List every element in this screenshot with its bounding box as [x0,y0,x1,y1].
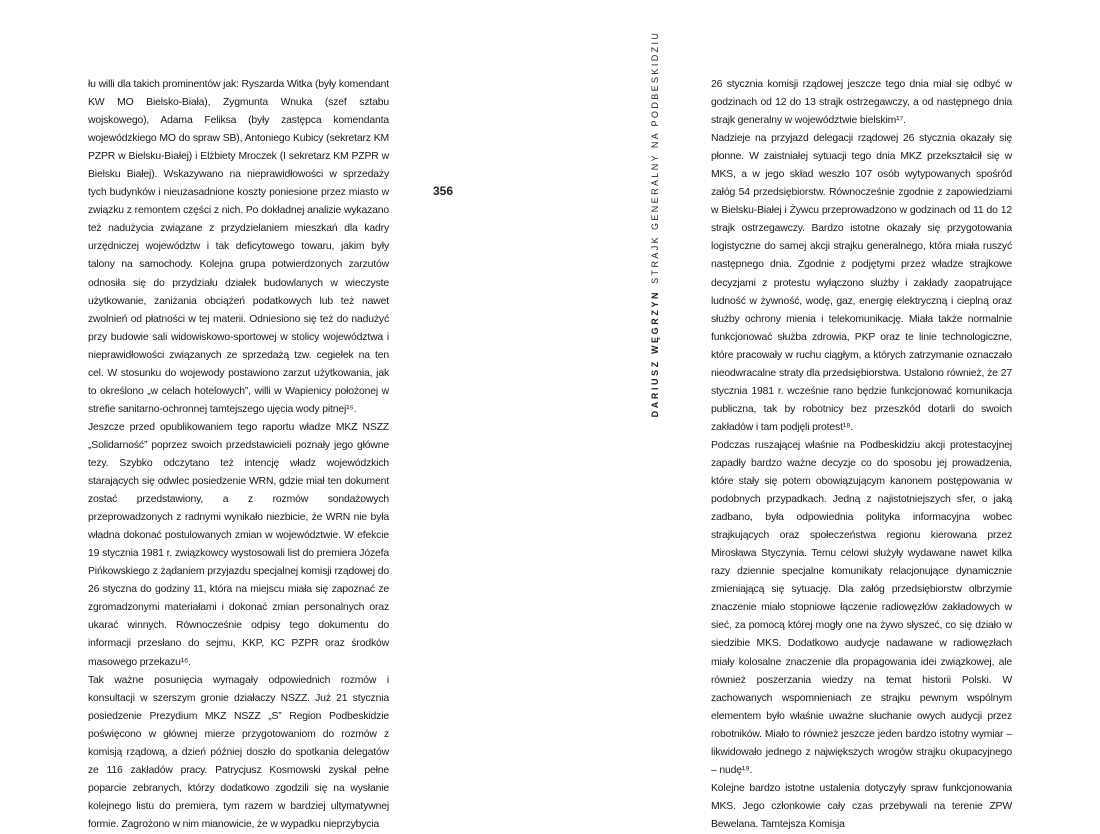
paragraph: Nadzieje na przyjazd delegacji rządowej 26 stycznia okazały się płonne. W zaistniałej sytuacji tego dnia MKZ przekształcił się w MKS, a w jego skład weszło 107 osób wytypowanych spośród załóg 54 przedsiębiorstw. Równocześnie zgodnie z zapowiedziami w Bielsku-Białej i Żywcu przeprowadzono w godzinach od 11 do 12 strajk ostrzegawczy. Bardzo istotne okazały się przygotowania logistyczne do samej akcji strajku generalnego, która miała ruszyć następnego dnia. Zgodnie z podjętymi przez władze strajkowe decyzjami z protestu wyłączono służby i zakłady zaopatrujące ludność w żywność, wodę, gaz, energię elektryczną i cieplną oraz służby ochrony mienia i telekomunikację. Miała także normalnie funkcjonować służba zdrowia, PKP oraz te linie technologiczne, które pracowały w ruchu ciągłym, a których zatrzymanie oznaczało nieodwracalne straty dla przedsiębiorstwa. Ustalono również, że 27 stycznia 1981 r. wcześnie rano będzie funkcjonować komunikacja publiczna, tak by robotnicy bez przeszkód dotarli do swoich zakładów i tam podjęli protest¹⁸. [711,133,1012,433]
running-head [650,31,660,418]
paragraph: Kolejne bardzo istotne ustalenia dotyczyły spraw funkcjonowania MKS. Jego członkowie cały czas przebywali na terenie ZPW Bewelana. Tamtejsza Komisja [711,782,1012,830]
paragraph: Jeszcze przed opublikowaniem tego raportu władze MKZ NSZZ „Solidarność” poprzez swoich przedstawicieli poznały jego główne tezy. Szybko odczytano też intencję władz wojewódzkich starających się odwlec posiedzenie WRN, gdzie miał ten dokument zostać przedstawiony, a z rozmów sondażowych przeprowadzonych z radnymi wynikało niezbicie, że WRN nie była władna dokonać postulowanych zmian w województwie. W efekcie 19 stycznia 1981 r. związkowcy wystosowali list do premiera Józefa Pińkowskiego z żądaniem przyjazdu specjalnej komisji rządowej do 26 styczna do godziny 11, która na miejscu miała się zapoznać ze zgromadzonymi materiałami i dokonać zmian personalnych oraz ukarać winnych. Równocześnie odpisy tego dokumentu do informacji przesłano do sejmu, KKP, KC PZPR oraz środków masowego przekazu¹⁶. [88,421,389,668]
page-number: 356 [433,184,454,198]
running-head-author: DARIUSZ WĘGRZYN [650,289,660,418]
paragraph: łu willi dla takich prominentów jak: Ryszarda Witka (były komendant KW MO Bielsko-Biała), Zygmunta Wnuka (szef sztabu wojskowego), Adama Feliksa (były zastępca komendanta wojewódzkiego MO do spraw SB), Antoniego Kubicy (sekretarz KM PZPR w Bielsku-Białej) i Elżbiety Mroczek (I sekretarz KM PZPR w Bielsku Białej). Wskazywano na nieprawidłowości w sprzedaży tych budynków i nieuzasadnione koszty poniesione przez miasto w związku z remontem części z nich. Po dokładnej analizie wykazano też nadużycia związane z przydzielaniem mieszkań dla kadry urzędniczej województw i tak deficytowego towaru, jakim były talony na samochody. Kolejna grupa potwierdzonych zarzutów odnosiła się do przydziału działek budowlanych w wieczyste użytkowanie, zaniżania obciążeń podatkowych lub też nawet zwolnień od płatności w tej materii. Odniesiono się też do nadużyć przy budowie sali widowiskowo-sportowej w stolicy województwa i nieprawidłowości związanych ze sprzedażą tzw. cegiełek na ten cel. W stosunku do wojewody postawiono zarzut użytkowania, jak to określono „w celach hotelowych”, willi w Wapienicy położonej w strefie sanitarno-ochronnej tamtejszego ujęcia wody pitnej¹⁵. [88,79,389,415]
paragraph: 26 stycznia komisji rządowej jeszcze tego dnia miał się odbyć w godzinach od 12 do 13 strajk ostrzegawczy, a od następnego dnia strajk generalny w województwie bielskim¹⁷. [711,79,1012,127]
right-page-text-column [711,76,1012,834]
paragraph: Tak ważne posunięcia wymagały odpowiednich rozmów i konsultacji w szerszym gronie działaczy NSZZ. Już 21 stycznia posiedzenie Prezydium MKZ NSZZ „S” Region Podbeskidzie poświęcono w głównej mierze przygotowaniom do rozmów z komisją rządową, a dzień później doszło do spotkania delegatów ze 116 zakładów pracy. Patrycjusz Kosmowski zyskał pełne poparcie zebranych, którzy dodatkowo zgodzili się na wysłanie kolejnego listu do premiera, tym razem w bardziej ultymatywnej formie. Zagrożono w nim mianowicie, że w wypadku nieprzybycia [88,674,389,830]
paragraph: Podczas ruszającej właśnie na Podbeskidziu akcji protestacyjnej zapadły bardzo ważne decyzje co do sposobu jej prowadzenia, które stały się potem obowiązującym kanonem postępowania w podobnych przypadkach. Jedną z najistotniejszych sfer, o jaką zadbano, była odpowiednia polityka informacyjna wobec strajkujących oraz społeczeństwa regionu kierowana przez Mirosława Styczynia. Temu celowi służyły wydawane nawet kilka razy dziennie specjalne komunikaty relacjonujące dynamicznie zmieniającą się sytuację. Dla załóg przedsiębiorstw olbrzymie znaczenie miało stopniowe łączenie radiowęzłów zakładowych w sieć, za pomocą której mogły one na żywo słyszeć, co się działo w siedzibie MKS. Dodatkowo audycje nadawane w radiowęzłach miały kolosalne znaczenie dla propagowania idei związkowej, ale również poszerzania wiedzy na temat historii Polski. W zachowanych wspomnieniach ze strajku pewnym wspólnym elementem było właśnie uważne słuchanie owych audycji przez robotników. Miało to również jeszcze jeden bardzo istotny wymiar – likwidowało jednego z największych wrogów strajku okupacyjnego – nudę¹⁹. [711,439,1012,776]
left-page-text-column [88,76,389,834]
running-head-title: STRAJK GENERALNY NA PODBESKIDZIU [650,30,660,284]
